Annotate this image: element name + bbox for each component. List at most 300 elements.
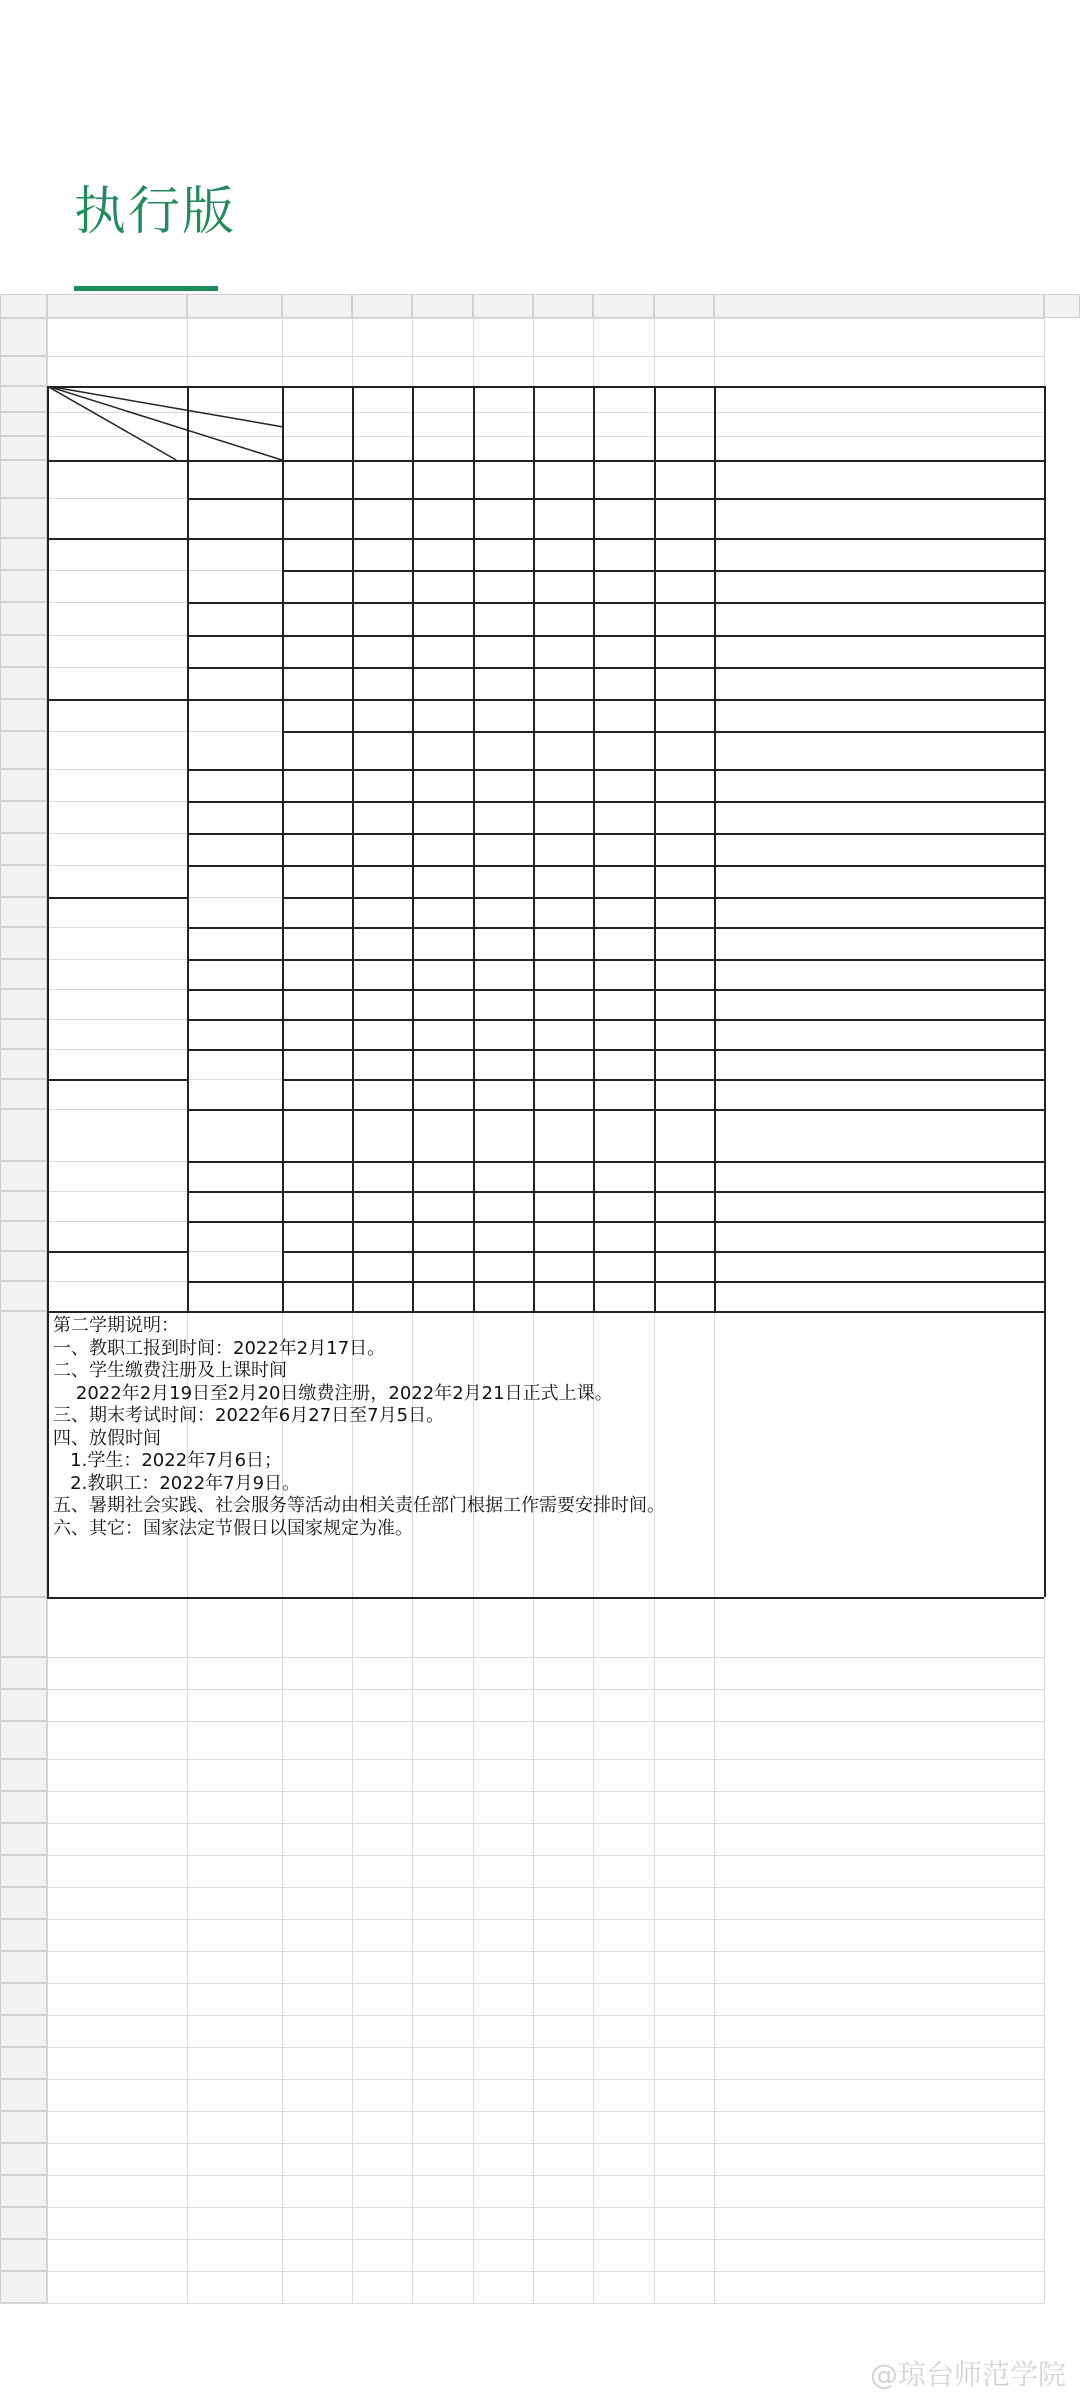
row-header-43[interactable] [0,1951,47,1983]
date-cell[interactable] [412,538,473,570]
date-cell[interactable] [533,602,593,635]
row-header-10[interactable] [0,602,47,635]
row-header-33[interactable] [0,1597,47,1657]
row-header-3[interactable] [0,386,47,412]
date-cell[interactable] [352,865,412,897]
date-cell[interactable] [533,498,593,538]
column-header-T[interactable] [654,294,714,318]
date-cell[interactable] [593,959,654,989]
date-cell[interactable] [282,1019,352,1049]
weekday-header[interactable] [412,386,473,460]
date-cell[interactable] [282,989,352,1019]
date-cell[interactable] [473,570,533,602]
date-cell[interactable] [473,1221,533,1251]
date-cell[interactable] [654,699,714,731]
row-header-17[interactable] [0,833,47,865]
date-cell[interactable] [473,1079,533,1109]
date-cell[interactable] [412,1251,473,1281]
semester-notes: 第二学期说明： 一、教职工报到时间：2022年2月17日。 二、学生缴费注册及上课时间 2022年2月19日至2月20日缴费注册，2022年2月21日正式上课。 三、期末考试时间：2022年6月27日至7月5日。 四、放假时间 1.学生：2022年7月6日； 2.教职工：2022年7月9日。 五、暑期社会实践、社会服务等活动由相关责任部门根据工作需要安排时间。 六、其它：国家法定节假日以国家规定为准。 [53,1315,665,1539]
date-cell[interactable] [412,1019,473,1049]
column-header-R[interactable] [533,294,593,318]
date-cell[interactable] [593,1049,654,1079]
week-cell[interactable] [187,602,282,635]
date-cell[interactable] [654,538,714,570]
date-cell[interactable] [412,460,473,498]
week-cell[interactable] [187,538,282,602]
date-cell[interactable] [593,1191,654,1221]
date-cell[interactable] [533,1019,593,1049]
row-header-4[interactable] [0,412,47,436]
date-cell[interactable] [352,833,412,865]
date-cell[interactable] [654,1251,718,1281]
column-header-S[interactable] [593,294,654,318]
date-cell[interactable] [473,927,533,959]
grid-line-h [0,2239,1044,2240]
tab-title[interactable]: 执行版 [74,182,237,242]
date-cell[interactable] [282,1191,352,1221]
date-cell[interactable] [282,1251,352,1281]
date-cell[interactable] [654,989,714,1019]
date-cell[interactable] [412,1281,477,1311]
date-cell[interactable] [473,769,533,801]
date-cell[interactable] [352,1019,412,1049]
date-cell[interactable] [412,1079,473,1109]
week-cell[interactable] [187,1019,282,1049]
date-cell[interactable] [654,1281,718,1311]
grid-line-h [0,1689,1044,1690]
row-header-8[interactable] [0,538,47,570]
corner-label-month [51,412,73,434]
date-cell[interactable] [352,699,412,731]
notes-border-right [1044,1311,1046,1597]
date-cell[interactable] [533,927,593,959]
date-cell[interactable] [533,989,593,1019]
date-cell[interactable] [654,1221,714,1251]
date-cell[interactable] [352,498,412,538]
row-header-9[interactable] [0,570,47,602]
column-header-U[interactable] [714,294,1044,318]
date-cell[interactable] [654,635,714,667]
column-header-O[interactable] [352,294,412,318]
date-cell[interactable] [412,833,473,865]
week-cell[interactable] [187,1161,282,1191]
date-cell[interactable] [282,498,352,538]
date-cell[interactable] [593,1221,654,1251]
date-cell[interactable] [412,959,473,989]
row-header-32[interactable] [0,1311,47,1597]
date-cell[interactable] [473,1191,533,1221]
row-header-24[interactable] [0,1049,47,1079]
date-cell[interactable] [533,1221,593,1251]
date-cell[interactable] [593,635,654,667]
row-header-39[interactable] [0,1823,47,1855]
weekday-header[interactable] [533,386,593,460]
row-header-11[interactable] [0,635,47,667]
date-cell[interactable] [352,927,412,959]
row-header-50[interactable] [0,2175,47,2207]
week-cell[interactable] [187,989,282,1019]
date-cell[interactable] [352,1109,412,1161]
date-cell[interactable] [473,1161,533,1191]
date-cell[interactable] [593,1281,658,1311]
row-header-2[interactable] [0,356,47,386]
sheet-title[interactable] [47,318,649,356]
date-cell[interactable] [654,1109,714,1161]
month-cell[interactable] [47,1079,187,1251]
date-cell[interactable] [533,1191,593,1221]
date-cell[interactable] [473,989,533,1019]
row-header-12[interactable] [0,667,47,699]
month-cell[interactable] [47,1251,187,1311]
date-cell[interactable] [654,959,714,989]
date-cell[interactable] [282,1281,356,1311]
date-cell[interactable] [654,602,714,635]
row-header-31[interactable] [0,1281,47,1311]
date-cell[interactable] [412,897,473,927]
date-cell[interactable] [654,731,714,769]
date-cell[interactable] [533,1281,597,1311]
row-header-45[interactable] [0,2015,47,2047]
date-cell[interactable] [473,959,533,989]
date-cell[interactable] [282,731,352,769]
week-cell[interactable] [187,667,282,699]
row-header-47[interactable] [0,2079,47,2111]
date-cell[interactable] [654,897,714,927]
date-cell[interactable] [352,989,412,1019]
date-cell[interactable] [282,460,352,498]
date-cell[interactable] [282,570,352,602]
weekday-header[interactable] [654,386,714,460]
week-cell[interactable] [187,959,282,989]
row-header-19[interactable] [0,897,47,927]
date-cell[interactable] [282,635,352,667]
date-cell[interactable] [654,460,714,498]
date-cell[interactable] [412,1049,473,1079]
row-header-30[interactable] [0,1251,47,1281]
date-cell[interactable] [352,538,412,570]
date-cell[interactable] [593,897,654,927]
date-cell[interactable] [352,801,412,833]
weekday-header[interactable] [473,386,533,460]
date-cell[interactable] [352,731,412,769]
corner-label-period1 [127,412,149,434]
date-cell[interactable] [533,570,593,602]
date-cell[interactable] [533,1049,593,1079]
date-cell[interactable] [473,1281,537,1311]
date-cell[interactable] [473,667,533,699]
date-cell[interactable] [533,538,593,570]
row-header-21[interactable] [0,959,47,989]
column-header-M[interactable] [187,294,282,318]
date-cell[interactable] [412,699,473,731]
row-header-34[interactable] [0,1657,47,1689]
date-cell[interactable] [654,801,714,833]
date-cell[interactable] [352,1049,412,1079]
date-cell[interactable] [352,1161,412,1191]
row-header-44[interactable] [0,1983,47,2015]
date-cell[interactable] [352,602,412,635]
date-cell[interactable] [533,667,593,699]
row-header-26[interactable] [0,1109,47,1161]
row-header-37[interactable] [0,1759,47,1791]
date-cell[interactable] [352,1221,412,1251]
sheet-corner[interactable] [0,294,47,318]
date-cell[interactable] [533,897,593,927]
weekday-header[interactable] [282,386,352,460]
month-cell[interactable] [47,460,187,538]
column-header-Q[interactable] [473,294,533,318]
date-cell[interactable] [533,1251,597,1281]
date-cell[interactable] [593,602,654,635]
date-cell[interactable] [533,833,593,865]
row-header-53[interactable] [0,2271,47,2303]
row-header-27[interactable] [0,1161,47,1191]
weekday-header[interactable] [352,386,412,460]
date-cell[interactable] [352,769,412,801]
date-cell[interactable] [412,1161,473,1191]
date-cell[interactable] [593,769,654,801]
date-cell[interactable] [654,1049,714,1079]
date-cell[interactable] [473,1019,533,1049]
date-cell[interactable] [282,1221,352,1251]
row-header-41[interactable] [0,1887,47,1919]
date-cell[interactable] [654,769,714,801]
week-cell[interactable] [187,833,282,865]
row-header-40[interactable] [0,1855,47,1887]
date-cell[interactable] [282,927,352,959]
date-cell[interactable] [473,1109,533,1161]
date-cell[interactable] [593,731,654,769]
date-cell[interactable] [654,1191,714,1221]
date-cell[interactable] [412,731,473,769]
week-cell[interactable] [187,769,282,801]
date-cell[interactable] [593,699,654,731]
row-header-5[interactable] [0,436,47,460]
week-cell[interactable] [187,460,282,498]
date-cell[interactable] [352,1079,412,1109]
date-cell[interactable] [412,498,473,538]
date-cell[interactable] [412,602,473,635]
row-header-6[interactable] [0,460,47,498]
date-cell[interactable] [282,538,352,570]
date-cell[interactable] [533,1079,593,1109]
date-cell[interactable] [473,1049,533,1079]
date-cell[interactable] [352,1191,412,1221]
date-cell[interactable] [412,801,473,833]
week-cell[interactable] [187,1221,282,1281]
date-cell[interactable] [412,635,473,667]
date-cell[interactable] [654,1019,714,1049]
date-cell[interactable] [533,801,593,833]
column-header-P[interactable] [412,294,473,318]
date-cell[interactable] [593,570,654,602]
date-cell[interactable] [654,1079,714,1109]
date-cell[interactable] [282,699,352,731]
date-cell[interactable] [473,801,533,833]
date-cell[interactable] [473,1251,533,1281]
row-header-14[interactable] [0,731,47,769]
date-cell[interactable] [533,1109,593,1161]
date-cell[interactable] [282,769,352,801]
date-cell[interactable] [593,1079,654,1109]
week-cell[interactable] [187,927,282,959]
date-cell[interactable] [533,635,593,667]
week-cell[interactable] [187,801,282,833]
table-title[interactable] [47,356,1044,386]
date-cell[interactable] [412,989,473,1019]
week-cell[interactable] [187,1281,282,1311]
date-cell[interactable] [654,1161,714,1191]
date-cell[interactable] [412,570,473,602]
column-header-N[interactable] [282,294,352,318]
date-cell[interactable] [533,1161,593,1191]
row-header-7[interactable] [0,498,47,538]
row-header-1[interactable] [0,318,47,356]
date-cell[interactable] [533,865,593,897]
date-cell[interactable] [282,1161,352,1191]
date-cell[interactable] [282,1049,352,1079]
date-cell[interactable] [352,1251,412,1281]
date-cell[interactable] [282,959,352,989]
date-cell[interactable] [473,731,533,769]
date-cell[interactable] [473,865,533,897]
row-header-46[interactable] [0,2047,47,2079]
date-cell[interactable] [412,769,473,801]
month-cell[interactable] [47,897,187,1079]
date-cell[interactable] [282,801,352,833]
date-cell[interactable] [473,635,533,667]
remark-cell[interactable] [714,1191,1050,1221]
date-cell[interactable] [282,833,352,865]
date-cell[interactable] [654,570,714,602]
row-header-13[interactable] [0,699,47,731]
week-cell[interactable] [187,865,282,927]
date-cell[interactable] [593,538,654,570]
row-header-49[interactable] [0,2143,47,2175]
date-cell[interactable] [533,769,593,801]
date-cell[interactable] [352,570,412,602]
date-cell[interactable] [593,801,654,833]
date-cell[interactable] [473,538,533,570]
date-cell[interactable] [593,460,654,498]
row-header-42[interactable] [0,1919,47,1951]
row-header-29[interactable] [0,1221,47,1251]
date-cell[interactable] [412,1221,473,1251]
date-cell[interactable] [593,833,654,865]
date-cell[interactable] [593,1019,654,1049]
date-cell[interactable] [593,667,654,699]
date-cell[interactable] [282,865,352,897]
week-cell[interactable] [187,1109,282,1161]
month-cell[interactable] [47,538,187,699]
date-cell[interactable] [473,897,533,927]
remarks-header[interactable] [714,386,1044,460]
week-cell[interactable] [187,699,282,769]
date-cell[interactable] [593,865,654,897]
date-cell[interactable] [282,1109,352,1161]
date-cell[interactable] [473,498,533,538]
week-cell[interactable] [187,635,282,667]
date-cell[interactable] [654,833,714,865]
row-header-38[interactable] [0,1791,47,1823]
date-cell[interactable] [654,927,714,959]
date-cell[interactable] [593,1109,654,1161]
date-cell[interactable] [473,460,533,498]
row-header-52[interactable] [0,2239,47,2271]
week-cell[interactable] [187,1049,282,1109]
date-cell[interactable] [654,865,714,897]
column-header-blank [1044,294,1080,318]
row-header-22[interactable] [0,989,47,1019]
date-cell[interactable] [473,699,533,731]
date-cell[interactable] [352,667,412,699]
date-cell[interactable] [593,927,654,959]
date-cell[interactable] [352,460,412,498]
date-cell[interactable] [352,959,412,989]
week-cell[interactable] [187,498,282,538]
date-cell[interactable] [282,667,352,699]
corner-label-ci [97,434,119,456]
date-cell[interactable] [282,1079,352,1109]
week-cell[interactable] [187,1191,282,1221]
row-header-51[interactable] [0,2207,47,2239]
date-cell[interactable] [533,699,593,731]
grid-line-h [0,2271,1044,2272]
remark-cell[interactable] [714,498,1050,538]
row-header-25[interactable] [0,1079,47,1109]
date-cell[interactable] [533,460,593,498]
row-header-35[interactable] [0,1689,47,1721]
date-cell[interactable] [593,1161,654,1191]
date-cell[interactable] [412,1109,473,1161]
row-header-48[interactable] [0,2111,47,2143]
remark-cell[interactable] [714,460,1050,498]
date-cell[interactable] [593,498,654,538]
date-cell[interactable] [654,667,714,699]
row-header-20[interactable] [0,927,47,959]
date-cell[interactable] [654,498,714,538]
date-cell[interactable] [352,897,412,927]
corner-label-week [87,412,109,434]
weekday-header[interactable] [593,386,654,460]
date-cell[interactable] [412,1191,473,1221]
date-cell[interactable] [412,927,473,959]
row-header-18[interactable] [0,865,47,897]
date-cell[interactable] [533,959,593,989]
date-cell[interactable] [593,1251,658,1281]
date-cell[interactable] [593,989,654,1019]
date-cell[interactable] [282,897,352,927]
date-cell[interactable] [473,602,533,635]
date-cell[interactable] [473,833,533,865]
date-cell[interactable] [352,635,412,667]
row-header-23[interactable] [0,1019,47,1049]
column-header-L[interactable] [47,294,187,318]
date-cell[interactable] [533,731,593,769]
month-cell[interactable] [47,699,187,897]
remark-cell[interactable] [714,1221,1050,1311]
grid-line-h [0,1823,1044,1824]
row-header-15[interactable] [0,769,47,801]
date-cell[interactable] [412,865,473,897]
date-cell[interactable] [412,667,473,699]
row-header-16[interactable] [0,801,47,833]
row-header-36[interactable] [0,1721,47,1759]
date-cell[interactable] [282,602,352,635]
date-cell[interactable] [352,1281,416,1311]
row-header-28[interactable] [0,1191,47,1221]
grid-line-h [0,2143,1044,2144]
